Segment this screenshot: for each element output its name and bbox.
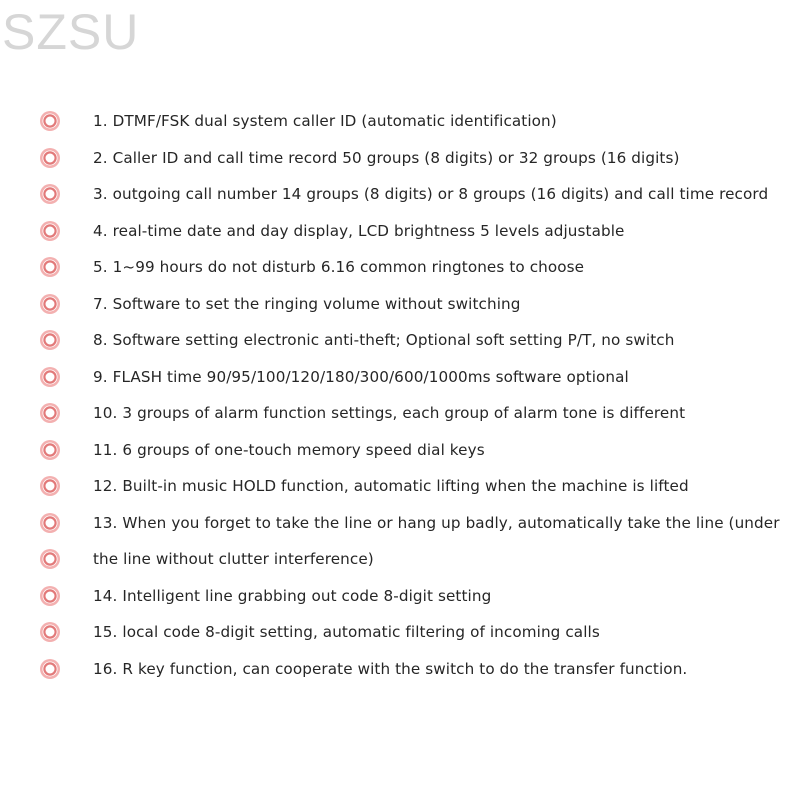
list-item <box>38 322 778 359</box>
feature-text: the line without clutter interference) <box>93 550 374 569</box>
feature-text: 7. Software to set the ringing volume without switching <box>93 294 521 313</box>
list-item <box>38 249 778 286</box>
list-item <box>38 395 778 432</box>
ring-bullet-icon <box>38 292 62 316</box>
ring-bullet-icon <box>38 620 62 644</box>
ring-bullet-icon <box>38 401 62 425</box>
list-item <box>38 432 778 469</box>
list-item <box>38 213 778 250</box>
list-item <box>38 468 778 505</box>
ring-bullet-icon <box>38 365 62 389</box>
list-item <box>38 140 778 177</box>
ring-bullet-icon <box>38 511 62 535</box>
list-item <box>38 286 778 323</box>
list-item <box>38 359 778 396</box>
feature-text: 14. Intelligent line grabbing out code 8-digit setting <box>93 586 492 605</box>
feature-text: 3. outgoing call number 14 groups (8 digits) or 8 groups (16 digits) and call time record <box>93 185 769 204</box>
list-item <box>38 505 778 542</box>
feature-text: 8. Software setting electronic anti-theft; Optional soft setting P/T, no switch <box>93 331 675 350</box>
ring-bullet-icon <box>38 219 62 243</box>
feature-text: 10. 3 groups of alarm function settings, each group of alarm tone is different <box>93 404 686 423</box>
ring-bullet-icon <box>38 657 62 681</box>
ring-bullet-icon <box>38 255 62 279</box>
list-item <box>38 651 778 688</box>
ring-bullet-icon <box>38 547 62 571</box>
list-item <box>38 103 778 140</box>
feature-text: 11. 6 groups of one-touch memory speed dial keys <box>93 440 485 459</box>
feature-text: 2. Caller ID and call time record 50 groups (8 digits) or 32 groups (16 digits) <box>93 148 680 167</box>
ring-bullet-icon <box>38 146 62 170</box>
feature-text: 1. DTMF/FSK dual system caller ID (automatic identification) <box>93 112 557 131</box>
feature-text: 9. FLASH time 90/95/100/120/180/300/600/1000ms software optional <box>93 367 629 386</box>
feature-text: 12. Built-in music HOLD function, automatic lifting when the machine is lifted <box>93 477 689 496</box>
list-item <box>38 614 778 651</box>
feature-text: 4. real-time date and day display, LCD brightness 5 levels adjustable <box>93 221 625 240</box>
feature-text: 16. R key function, can cooperate with the switch to do the transfer function. <box>93 659 688 678</box>
ring-bullet-icon <box>38 474 62 498</box>
list-item <box>38 541 778 578</box>
list-item <box>38 176 778 213</box>
feature-text: 5. 1~99 hours do not disturb 6.16 common ringtones to choose <box>93 258 585 277</box>
ring-bullet-icon <box>38 438 62 462</box>
feature-text: 15. local code 8-digit setting, automatic filtering of incoming calls <box>93 623 600 642</box>
list-item <box>38 578 778 615</box>
feature-text: 13. When you forget to take the line or hang up badly, automatically take the line (under <box>93 513 780 532</box>
ring-bullet-icon <box>38 584 62 608</box>
ring-bullet-icon <box>38 328 62 352</box>
feature-list <box>38 103 778 687</box>
ring-bullet-icon <box>38 182 62 206</box>
watermark: SZSU <box>2 4 140 60</box>
ring-bullet-icon <box>38 109 62 133</box>
